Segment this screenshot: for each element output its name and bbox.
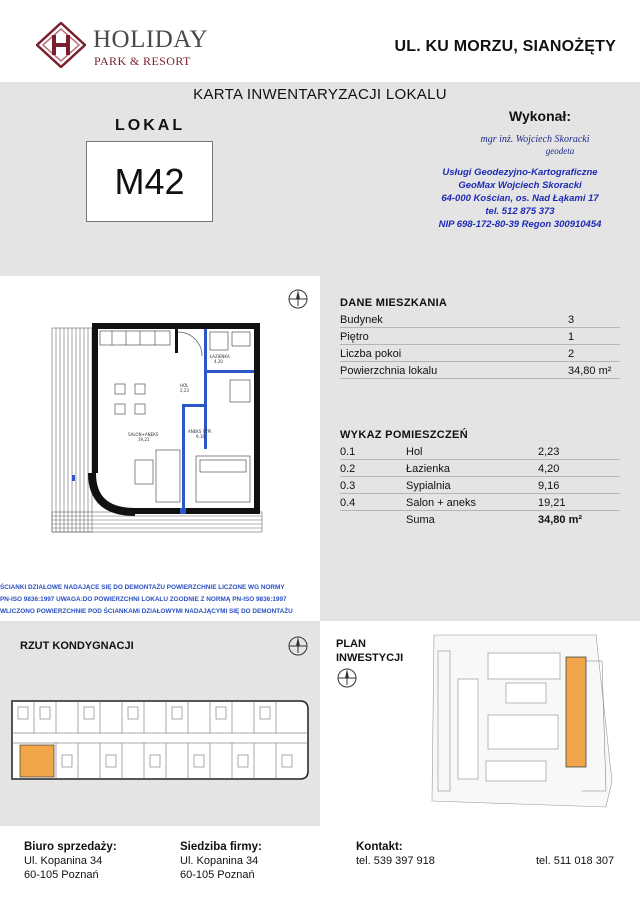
sales-street: Ul. Kopanina 34 [24, 855, 103, 867]
room-area: 9,16 [538, 480, 560, 492]
wykaz-sum-row [340, 512, 620, 528]
room-number: 0.3 [340, 480, 356, 492]
sales-city: 60-105 Poznań [24, 869, 99, 881]
room-name: Hol [406, 446, 423, 458]
author-label: Wykonał: [509, 108, 571, 124]
plan-label-salon: SALON+ANEKS [128, 432, 159, 437]
property-address: UL. KU MORZU, SIANOŻĘTY [394, 38, 616, 55]
dane-label: Liczba pokoi [340, 348, 402, 360]
investment-title-line: PLAN [336, 638, 366, 650]
signature-name: mgr inż. Wojciech Skoracki [480, 134, 590, 145]
floor-title: RZUT KONDYGNACJI [20, 640, 134, 652]
north-arrow-icon [336, 667, 358, 689]
unit-plan-area [0, 276, 320, 621]
contact-phone[interactable]: tel. 539 397 918 [356, 855, 435, 867]
dane-title: DANE MIESZKANIA [340, 297, 448, 309]
plan-label-hol: HOL [180, 383, 189, 388]
room-name: Sypialnia [406, 480, 451, 492]
room-number: 0.1 [340, 446, 356, 458]
dane-row [340, 312, 620, 328]
page-footer [0, 826, 640, 902]
page-header [0, 0, 640, 82]
dane-value: 1 [568, 331, 575, 343]
wykaz-title: WYKAZ POMIESZCZEŃ [340, 429, 468, 441]
lokal-number-box [86, 141, 213, 222]
plan-label-sypialnia: ANEKS SYPI. [188, 429, 213, 434]
company-line: tel. 512 875 373 [485, 206, 555, 217]
room-area: 19,21 [538, 497, 566, 509]
unit-info-panel [320, 276, 640, 621]
lokal-number: M42 [114, 160, 185, 202]
floor-plan-panel [0, 621, 320, 826]
dane-row [340, 346, 620, 362]
brand-name: HOLIDAY [93, 26, 209, 53]
hq-title: Siedziba firmy: [180, 841, 262, 853]
wykaz-row [340, 461, 620, 477]
wykaz-row [340, 495, 620, 511]
plan-note: PN-ISO 9836:1997 UWAGA:DO POWIERZCHNI LOKALU ZGODNIE Z NORMĄ PN-ISO 9836:1997 [0, 596, 287, 603]
hq-city: 60-105 Poznań [180, 869, 255, 881]
wykaz-row [340, 478, 620, 494]
contact-block-2 [536, 854, 614, 868]
plan-area-sypialnia: 9,16 [196, 434, 205, 439]
dane-label: Powierzchnia lokalu [340, 365, 438, 377]
building-floor-plan [0, 693, 320, 813]
brand-subtitle: PARK & RESORT [94, 54, 191, 68]
company-details [430, 166, 610, 231]
room-area: 4,20 [538, 463, 560, 475]
plan-note: ŚCIANKI DZIAŁOWE NADAJĄCE SIĘ DO DEMONTAŻU POWIERZCHNIE LICZONE WG NORMY [0, 584, 285, 591]
signature-role: geodeta [545, 146, 575, 156]
company-line: NIP 698-172-80-39 Regon 300910454 [438, 219, 602, 230]
contact-phone[interactable]: tel. 511 018 307 [536, 855, 615, 867]
investment-title [336, 637, 403, 665]
room-name: Łazienka [406, 463, 451, 475]
plan-area-hol: 2,23 [180, 388, 189, 393]
dane-value: 34,80 m² [568, 365, 612, 377]
room-name: Salon + aneks [406, 497, 477, 509]
plan-label-lazienka: ŁAZIENKA [210, 354, 230, 359]
room-area: 2,23 [538, 446, 560, 458]
plan-area-lazienka: 4,20 [214, 359, 223, 364]
company-line: 64-000 Kościan, os. Nad Łąkami 17 [441, 193, 599, 204]
sum-value: 34,80 m² [538, 514, 583, 526]
plan-note: WLICZONO POWIERZCHNIE POD ŚCIANKAMI DZIAŁOWYMI NADAJĄCYMI SIĘ DO DEMONTAŻU [0, 608, 293, 615]
room-number: 0.2 [340, 463, 356, 475]
sales-office [24, 840, 117, 882]
author-block [410, 108, 630, 156]
company-hq [180, 840, 262, 882]
dane-row [340, 363, 620, 379]
room-number: 0.4 [340, 497, 356, 509]
company-line: Usługi Geodezyjno-Kartograficzne [442, 167, 598, 178]
plan-area-salon: 19,21 [138, 437, 150, 442]
company-line: GeoMax Wojciech Skoracki [458, 180, 582, 191]
wykaz-row [340, 444, 620, 460]
lokal-label: LOKAL [115, 117, 186, 134]
dane-label: Budynek [340, 314, 383, 326]
sum-label: Suma [406, 514, 435, 526]
holiday-logo-icon [36, 22, 86, 68]
hq-street: Ul. Kopanina 34 [180, 855, 259, 867]
investment-plan-panel [320, 621, 640, 826]
contact-title: Kontakt: [356, 841, 403, 853]
dane-value: 3 [568, 314, 575, 326]
investment-title-line: INWESTYCJI [336, 652, 404, 664]
investment-site-plan [426, 631, 616, 811]
north-arrow-icon [287, 635, 309, 657]
dane-value: 2 [568, 348, 575, 360]
contact-block [356, 840, 435, 868]
card-title: KARTA INWENTARYZACJI LOKALU [193, 86, 447, 103]
dane-row [340, 329, 620, 345]
plan-notes [0, 582, 320, 618]
dane-label: Piętro [340, 331, 369, 343]
sales-title: Biuro sprzedaży: [24, 841, 117, 853]
unit-floor-plan [0, 276, 320, 576]
